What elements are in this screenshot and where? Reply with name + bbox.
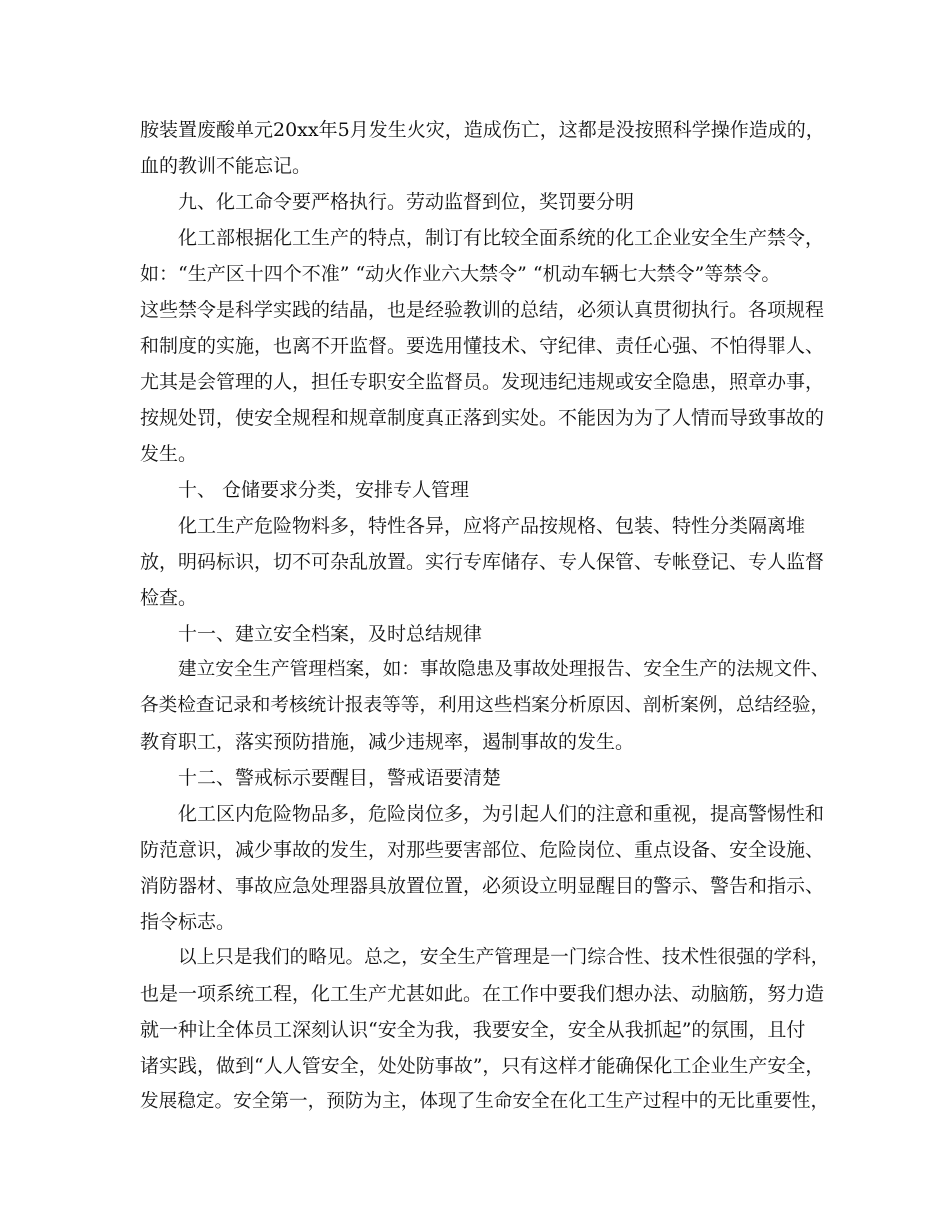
text-line: 化工区内危险物品多，危险岗位多，为引起人们的注意和重视，提高警惕性和 <box>178 803 825 825</box>
text-line: 就一种让全体员工深刻认识“安全为我，我要安全，安全从我抓起”的氛围，且付 <box>140 1019 806 1041</box>
text-line: 血的教训不能忘记。 <box>140 155 312 177</box>
text-line: 以上只是我们的略见。总之，安全生产管理是一门综合性、技术性很强的学科， <box>178 947 830 968</box>
text-line: 十二、警戒标示要醒目，警戒语要清楚 <box>178 767 502 789</box>
text-line: 胺装置废酸单元20xx年5月发生火灾，造成伤亡，这都是没按照科学操作造成的， <box>140 119 825 141</box>
text-line: 按规处罚，使安全规程和规章制度真正落到实处。不能因为为了人情而导致事故的 <box>140 407 825 429</box>
text-line: 发展稳定。安全第一，预防为主，体现了生命安全在化工生产过程中的无比重要性， <box>140 1091 830 1112</box>
text-line: 各类检查记录和考核统计报表等等，利用这些档案分析原因、剖析案例，总结经验， <box>140 695 830 716</box>
text-line: 防范意识，减少事故的发生，对那些要害部位、危险岗位、重点设备、安全设施、 <box>140 839 825 861</box>
text-line: 也是一项系统工程，化工生产尤甚如此。在工作中要我们想办法、动脑筋，努力造 <box>140 983 825 1005</box>
text-line: 如：“生产区十四个不准” “动火作业六大禁令” “机动车辆七大禁令”等禁令。 <box>140 263 781 285</box>
text-line: 诸实践，做到“人人管安全，处处防事故”，只有这样才能确保化工企业生产安全， <box>140 1055 825 1077</box>
text-line: 尤其是会管理的人，担任专职安全监督员。发现违纪违规或安全隐患，照章办事， <box>140 371 825 393</box>
text-line: 放，明码标识，切不可杂乱放置。实行专库储存、专人保管、专帐登记、专人监督 <box>140 551 825 573</box>
text-line: 建立安全生产管理档案，如：事故隐患及事故处理报告、安全生产的法规文件、 <box>178 659 830 680</box>
text-line: 这些禁令是科学实践的结晶，也是经验教训的总结，必须认真贯彻执行。各项规程 <box>140 299 825 321</box>
text-line: 十一、建立安全档案，及时总结规律 <box>178 623 483 645</box>
text-line: 指令标志。 <box>140 911 236 933</box>
text-line: 九、化工命令要严格执行。劳动监督到位，奖罚要分明 <box>178 191 635 213</box>
document-page <box>140 112 830 1120</box>
text-line: 消防器材、事故应急处理器具放置位置，必须设立明显醒目的警示、警告和指示、 <box>140 875 825 897</box>
text-line: 和制度的实施，也离不开监督。要选用懂技术、守纪律、责任心强、不怕得罪人、 <box>140 335 825 357</box>
text-line: 检查。 <box>140 587 198 609</box>
text-line: 化工部根据化工生产的特点，制订有比较全面系统的化工企业安全生产禁令， <box>178 227 825 249</box>
text-line: 十、 仓储要求分类，安排专人管理 <box>178 479 470 501</box>
text-line: 化工生产危险物料多，特性各异，应将产品按规格、包装、特性分类隔离堆 <box>178 515 806 537</box>
text-line: 教育职工，落实预防措施，减少违规率，遏制事故的发生。 <box>140 731 635 753</box>
text-line: 发生。 <box>140 443 198 465</box>
